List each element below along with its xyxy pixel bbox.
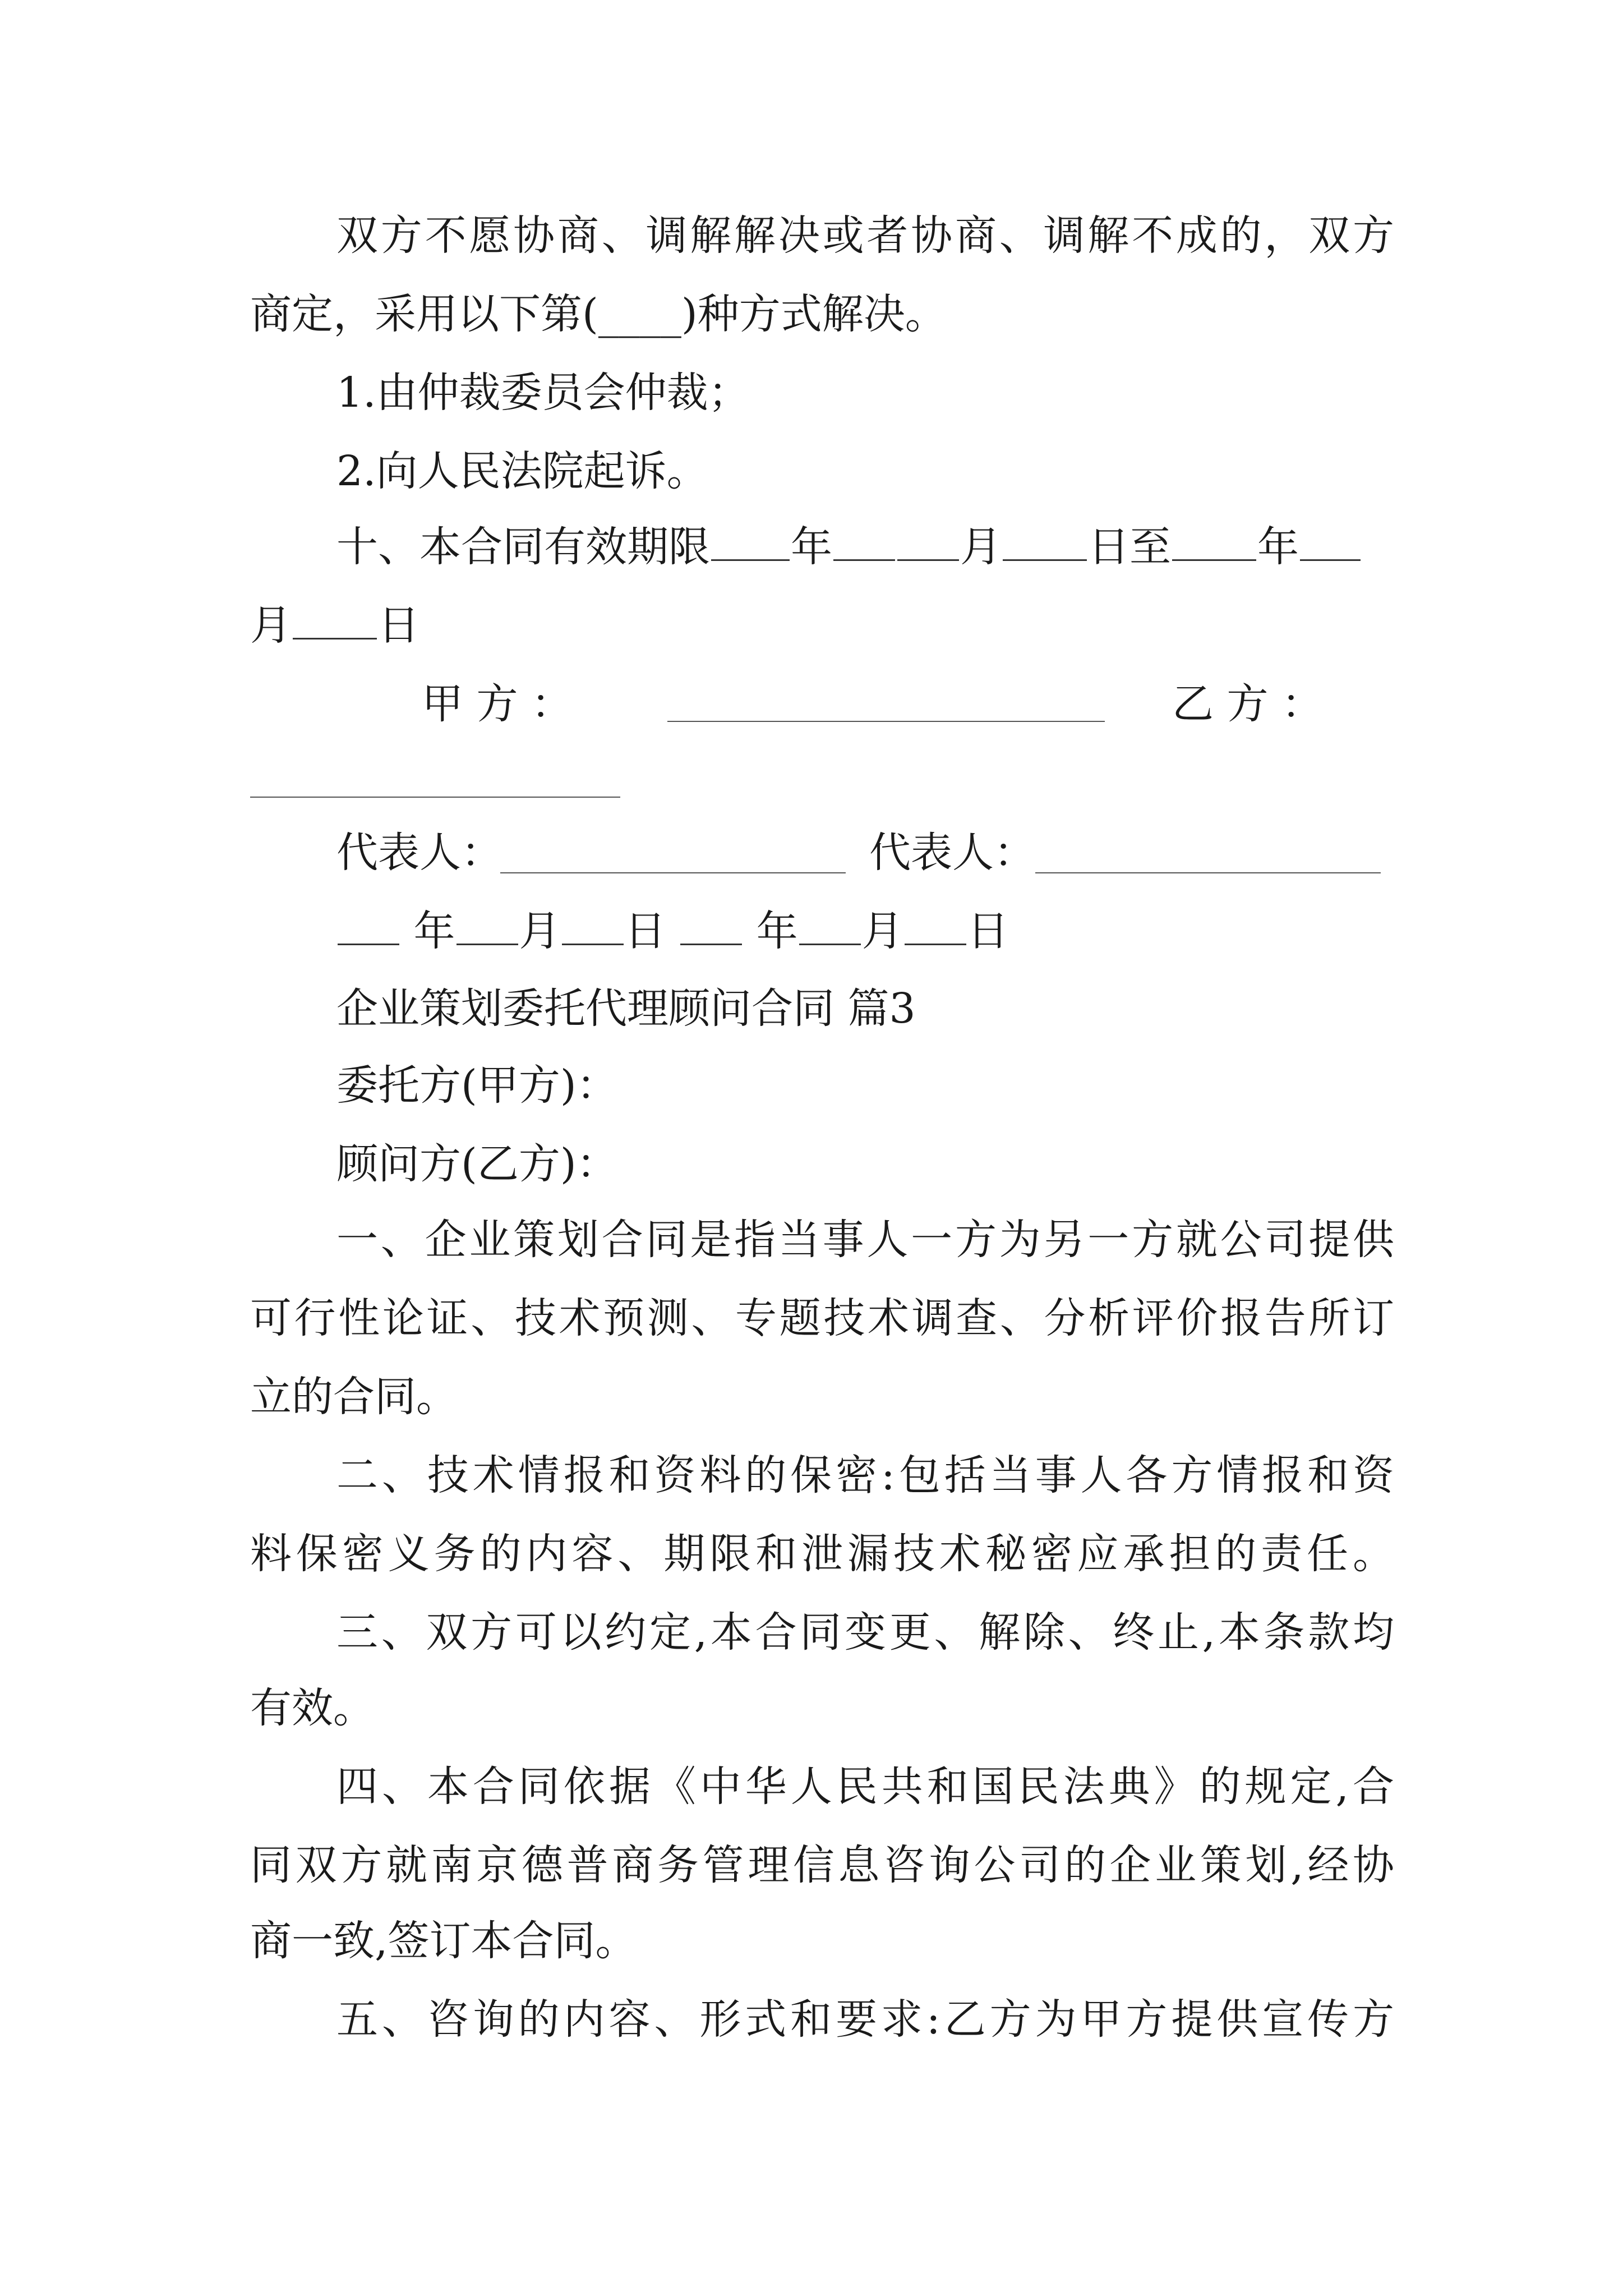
paragraph-line: 一、企业策划合同是指当事人一方为另一方就公司提供: [336, 1216, 1394, 1264]
rep-b-label: 代表人：: [869, 829, 1035, 877]
paragraph-line: 五、咨询的内容、形式和要求:乙方为甲方提供宣传方: [336, 1995, 1394, 2044]
party-a-label: 甲 方 ：: [422, 680, 573, 728]
rep-b-signature-line: [1035, 872, 1381, 873]
paragraph-line: 三、双方可以约定,本合同变更、解除、终止,本条款均: [336, 1608, 1394, 1657]
party-b-signature-line: [250, 797, 620, 798]
date-line: 年 月 日 年 月 日: [336, 903, 1394, 959]
paragraph-line: 有效。: [250, 1684, 375, 1732]
party-b-label: 乙 方 ：: [1172, 680, 1324, 728]
term-line: 十、本合同有效期限 年 月 日至 年: [336, 519, 1394, 575]
paragraph-line: 可行性论证、技术预测、专题技术调查、分析评价报告所订: [250, 1294, 1394, 1342]
section-heading: 企业策划委托代理顾问合同 篇3: [336, 984, 916, 1033]
paragraph-line: 同双方就南京德普商务管理信息咨询公司的企业策划,经协: [250, 1841, 1394, 1889]
paragraph-line: 四、本合同依据《中华人民共和国民法典》的规定,合: [336, 1763, 1394, 1811]
paragraph-line: 立的合同。: [250, 1373, 458, 1421]
paragraph-line: 商定，采用以下第(____)种方式解决。: [250, 290, 947, 338]
rep-a-signature-line: [500, 872, 846, 873]
paragraph-line: 二、技术情报和资料的保密:包括当事人各方情报和资: [336, 1451, 1394, 1499]
list-item: 1.由仲裁委员会仲裁；: [336, 369, 750, 417]
paragraph-line: 商一致,签订本合同。: [250, 1917, 637, 1965]
consultant-label: 顾问方(乙方)：: [336, 1140, 618, 1188]
party-a-signature-line: [667, 721, 1105, 722]
paragraph-line: 料保密义务的内容、期限和泄漏技术秘密应承担的责任。: [250, 1530, 1394, 1578]
list-item: 2.向人民法院起诉。: [336, 447, 708, 495]
rep-a-label: 代表人：: [336, 829, 502, 877]
term-line-end: 月 日: [250, 597, 1394, 654]
client-label: 委托方(甲方)：: [336, 1061, 618, 1110]
paragraph-line: 双方不愿协商、调解解决或者协商、调解不成的，双方: [336, 211, 1394, 260]
